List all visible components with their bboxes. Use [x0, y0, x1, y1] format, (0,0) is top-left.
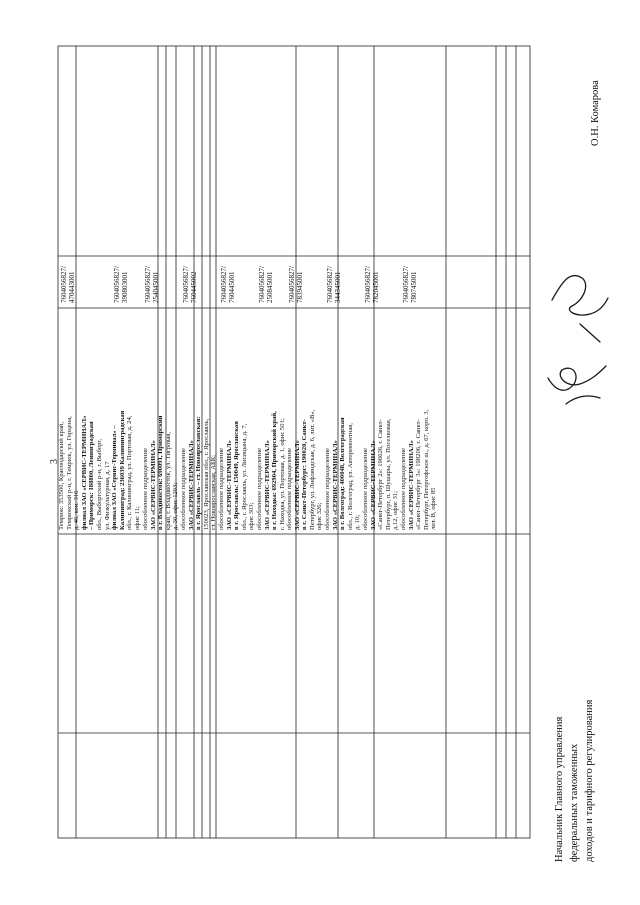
- inn-kpp-line: 782045001: [372, 271, 380, 303]
- inn-kpp-line: 7604056827/: [402, 266, 410, 303]
- entry-address: [362, 419, 400, 530]
- address-line: обл., г. Калининград, ул. Портовая, д. 24,: [126, 415, 134, 530]
- address-line: Петербург, Петергофское ш., д. 67, корп. 3,: [422, 409, 430, 530]
- address-line: обособленное подразделение: [255, 448, 263, 530]
- entry-inn-kpp: [182, 266, 198, 303]
- address-line: офис 11;: [133, 506, 141, 530]
- address-line: обособленное подразделение: [141, 448, 149, 530]
- entry-address: [286, 410, 324, 530]
- entry-address: [256, 411, 286, 530]
- address-line: обособленное подразделение: [400, 448, 407, 530]
- inn-kpp-line: 760445002: [189, 271, 198, 303]
- address-line: ул. Физкультурная, д. 17: [103, 461, 111, 530]
- address-line: Петербург, ул. Лифляндская, д. 6, лит. «В»,: [308, 409, 316, 530]
- address-line: обособленное подразделение: [286, 448, 293, 530]
- address-line: филиал ЗАО «Сервис-Терминал» –: [111, 425, 119, 530]
- inn-kpp-line: 7604056827/: [219, 266, 228, 303]
- address-line: в г. Ярославль: 150049, Ярославская: [232, 421, 240, 530]
- inn-kpp-line: 7604056827/: [181, 266, 190, 303]
- entry-inn-kpp: [364, 266, 380, 303]
- entry-address: [218, 421, 256, 530]
- entry-address: [58, 416, 111, 530]
- entry-inn-kpp: [288, 266, 304, 303]
- address-line: Темрюкский р-н, г. Темрюк, ул. Герцена,: [65, 416, 73, 530]
- entry-address: [400, 410, 438, 530]
- address-line: г. Находка, ул. Портовая, д. 1, офис 501;: [278, 418, 286, 530]
- address-line: «Санкт-Петербург 3»: 198206, г. Санкт-: [415, 419, 423, 530]
- address-line: д. 10;: [354, 514, 362, 530]
- address-line: обособленное подразделение: [217, 448, 225, 530]
- page-number: 3: [49, 459, 60, 464]
- address-line: ЗАО «СЕРВИС-ТЕРМИНАЛ»: [263, 440, 271, 530]
- address-line: обл., г. Ярославль, ул. Лисицына, д. 7,: [240, 423, 248, 530]
- inn-kpp-line: 7604056827/: [364, 266, 372, 303]
- inn-kpp-line: 7604056827/: [257, 266, 266, 303]
- signature: [548, 275, 608, 404]
- entry-inn-kpp: [258, 266, 274, 303]
- address-line: офис 303;: [247, 502, 255, 530]
- address-line: в г. Владивосток: 690091, Приморский: [156, 415, 164, 530]
- entry-address: [324, 417, 362, 530]
- address-line: ЗАО «СЕРВИС-ТЕРМИНАЛ»: [331, 440, 339, 530]
- address-line: обособленное подразделение: [324, 448, 331, 530]
- inn-kpp-line: 344345001: [334, 271, 342, 303]
- address-line: филиал ЗАО «СЕРВИС-ТЕРМИНАЛ»: [80, 415, 88, 530]
- address-line: д. 30, офис 1203;: [171, 482, 179, 530]
- inn-kpp-line: 7604056827/: [143, 266, 152, 303]
- inn-kpp-line: 7604056827/: [113, 266, 122, 303]
- entry-inn-kpp: [326, 266, 342, 303]
- address-line: ст. Новоярославская, АБК;: [209, 455, 217, 530]
- address-line: ЗАО «СЕРВИС-ТЕРМИНАЛ»: [187, 440, 195, 530]
- address-line: в г. Волгоград: 400048, Волгоградская: [339, 417, 347, 530]
- entry-address: [142, 416, 180, 530]
- address-line: Калининград: 236039 Калининградская: [118, 410, 126, 530]
- footer-position-line-1: Начальник Главного управления: [554, 716, 565, 862]
- address-line: «Санкт-Петербург 2»: 196626, г. Санкт-: [377, 419, 385, 530]
- inn-kpp-line: 783945001: [296, 271, 304, 303]
- address-line: д. 46, кон. 316: [73, 490, 81, 530]
- inn-kpp-line: 780745001: [410, 271, 418, 303]
- address-line: ЗАО «СЕРВИС-ТЕРМИНАЛ»: [369, 440, 377, 530]
- inn-kpp-line: 254045001: [151, 271, 160, 303]
- address-line: обособленное подразделение: [179, 448, 187, 530]
- address-line: ЗАО «СЕРВИС-ТЕРМИНАЛ»: [293, 440, 301, 530]
- address-line: ЗАО «СЕРВИС-ТЕРМИНАЛ»: [407, 440, 415, 530]
- entry-inn-kpp: [60, 266, 76, 303]
- signer-name: О.Н. Комарова: [590, 80, 601, 146]
- address-line: в г. Санкт-Петербург: 190020, Санкт-: [301, 419, 309, 530]
- address-line: Темрюк: 353500, Краснодарский край,: [58, 421, 65, 530]
- address-line: лит. В, офис 85: [430, 487, 438, 530]
- inn-kpp-line: 250845001: [265, 271, 274, 303]
- entry-address: [180, 417, 218, 530]
- address-line: в г. Находка: 692904, Приморский край,: [270, 411, 278, 530]
- address-line: обл., Выборгский р-н, г. Выборг,: [95, 438, 103, 530]
- inn-kpp-line: 760445001: [227, 271, 236, 303]
- address-line: ЗАО «СЕРВИС-ТЕРМИНАЛ»: [225, 440, 233, 530]
- footer-position-line-2: федеральных таможенных: [569, 743, 580, 862]
- address-line: обл., г. Волгоград, ул. Авторемонтная,: [346, 423, 354, 530]
- inn-kpp-line: 390803001: [121, 271, 130, 303]
- inn-kpp-line: 7604056827/: [60, 266, 68, 303]
- address-line: Петербург, п. Шушары, ул. Поселковая,: [384, 418, 392, 530]
- entry-inn-kpp: [113, 266, 129, 303]
- inn-kpp-line: 7604056827/: [326, 266, 334, 303]
- footer-position-line-3: доходов и тарифного регулирования: [584, 699, 595, 862]
- address-line: 150023, Ярославская обл., г. Ярославль,: [202, 418, 210, 530]
- entry-address: [111, 411, 141, 530]
- entry-inn-kpp: [402, 266, 418, 303]
- address-line: д.12, офис 31;: [392, 491, 400, 530]
- inn-kpp-line: 470443001: [68, 271, 76, 303]
- address-line: край, г. Владивосток, ул. Тигровая,: [164, 432, 172, 530]
- address-line: обособленное подразделение: [362, 448, 369, 530]
- entry-inn-kpp: [220, 266, 236, 303]
- address-line: офис 326;: [316, 502, 324, 530]
- inn-kpp-line: 7604056827/: [288, 266, 296, 303]
- address-line: ЗАО «СЕРВИС-ТЕРМИНАЛ»: [149, 440, 157, 530]
- address-line: в г. Ярославль – ст. Новоярославская:: [194, 416, 202, 530]
- entry-inn-kpp: [144, 266, 160, 303]
- address-line: – Приморск: 188800, Ленинградская: [88, 421, 96, 530]
